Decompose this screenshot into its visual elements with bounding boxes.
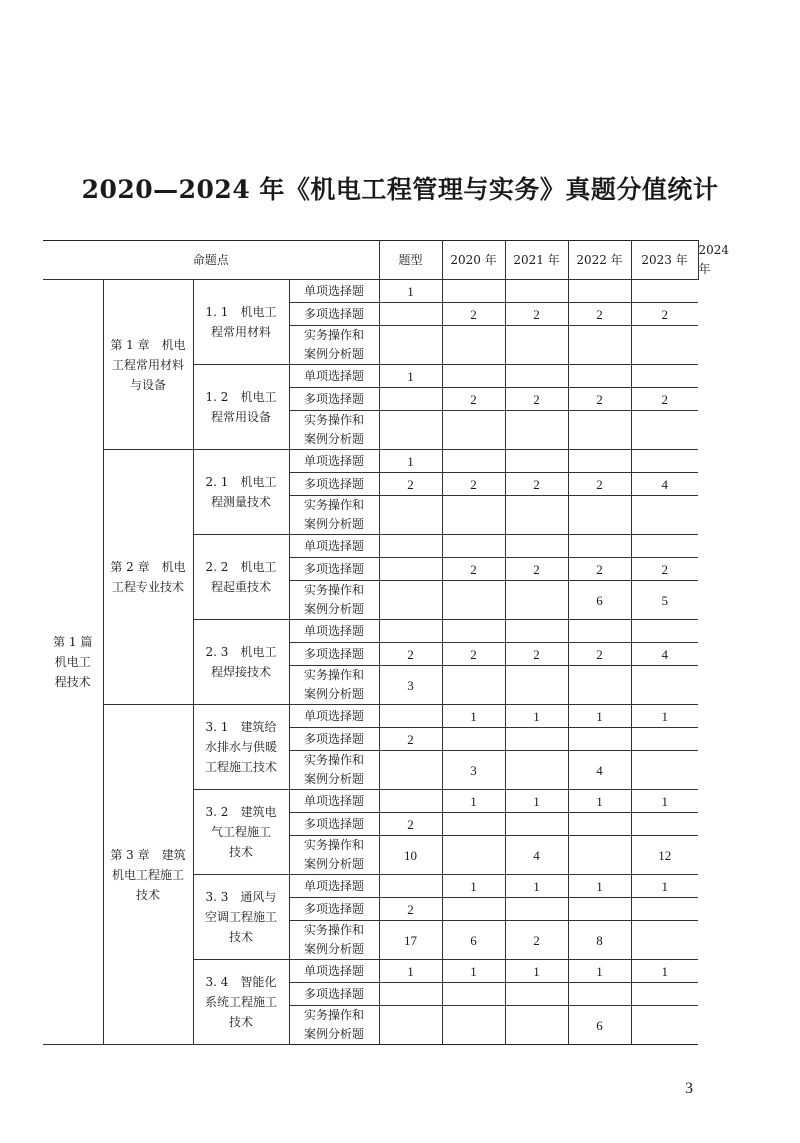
type-case-line: 案例分析题: [304, 602, 365, 616]
score-cell: 2: [442, 303, 505, 326]
score-statistics-table: [43, 240, 730, 1045]
type-case-line: 实务操作和: [304, 498, 365, 512]
score-cell: [631, 280, 698, 303]
section-cell-line: 1. 1 机电工: [205, 305, 277, 319]
score-cell: 1: [568, 790, 631, 813]
type-single-choice: 单项选择题: [289, 620, 379, 643]
header-year: 2023 年: [631, 241, 698, 280]
score-cell: 2: [631, 388, 698, 411]
score-cell: [631, 728, 698, 751]
score-cell: [568, 836, 631, 875]
score-cell: 2: [505, 643, 568, 666]
score-cell: 1: [631, 875, 698, 898]
score-cell: 2: [379, 473, 442, 496]
type-case-analysis: [289, 496, 379, 535]
score-cell: [442, 450, 505, 473]
score-cell: 1: [568, 875, 631, 898]
score-cell: [631, 921, 698, 960]
score-cell: 1: [505, 960, 568, 983]
score-cell: 2: [568, 643, 631, 666]
score-cell: [379, 875, 442, 898]
score-cell: 2: [568, 558, 631, 581]
score-cell: 5: [631, 581, 698, 620]
section-cell-line: 技术: [228, 1015, 253, 1029]
score-cell: [505, 813, 568, 836]
section-cell-line: 3. 2 建筑电: [205, 805, 277, 819]
score-cell: 2: [442, 643, 505, 666]
score-cell: [442, 836, 505, 875]
type-case-line: 实务操作和: [304, 753, 365, 767]
type-case-analysis: [289, 751, 379, 790]
score-cell: 6: [568, 1006, 631, 1045]
section-cell: [193, 875, 289, 960]
score-cell: [631, 326, 698, 365]
score-cell: [505, 1006, 568, 1045]
score-cell: [442, 326, 505, 365]
score-cell: [505, 620, 568, 643]
type-multiple-choice: 多项选择题: [289, 813, 379, 836]
chapter-cell-line: 第 1 章 机电: [110, 337, 186, 352]
score-cell: [568, 983, 631, 1006]
type-multiple-choice: 多项选择题: [289, 728, 379, 751]
section-cell: [193, 365, 289, 450]
score-cell: 10: [379, 836, 442, 875]
score-cell: [379, 496, 442, 535]
score-cell: 2: [568, 388, 631, 411]
score-cell: [379, 326, 442, 365]
score-cell: 8: [568, 921, 631, 960]
section-cell-line: 2. 2 机电工: [205, 560, 277, 574]
section-cell-line: 水排水与供暖: [204, 740, 277, 754]
type-case-line: 实务操作和: [304, 413, 365, 427]
score-cell: 2: [568, 473, 631, 496]
score-cell: [379, 751, 442, 790]
score-cell: 2: [442, 388, 505, 411]
score-cell: [505, 728, 568, 751]
chapter-cell-line: 工程专业技术: [111, 580, 184, 594]
type-case-analysis: [289, 1006, 379, 1045]
score-cell: [631, 365, 698, 388]
header-year: 2020 年: [442, 241, 505, 280]
score-cell: [442, 411, 505, 450]
score-cell: [631, 666, 698, 705]
score-cell: [568, 280, 631, 303]
score-cell: 1: [442, 705, 505, 728]
score-cell: [379, 303, 442, 326]
score-cell: [505, 751, 568, 790]
table-header-row: 命题点 题型 2020 年 2021 年 2022 年 2023 年 2024 年: [43, 241, 698, 280]
score-cell: 2: [379, 728, 442, 751]
type-single-choice: 单项选择题: [289, 450, 379, 473]
score-cell: [505, 581, 568, 620]
score-cell: [505, 535, 568, 558]
type-multiple-choice: 多项选择题: [289, 473, 379, 496]
type-case-analysis: [289, 836, 379, 875]
score-cell: [442, 898, 505, 921]
part-cell-line: 机电工: [54, 655, 91, 669]
score-cell: [442, 365, 505, 388]
score-cell: [631, 751, 698, 790]
score-cell: [442, 581, 505, 620]
score-cell: [631, 1006, 698, 1045]
score-cell: 4: [568, 751, 631, 790]
section-cell-line: 空调工程施工: [204, 910, 277, 924]
type-case-line: 实务操作和: [304, 1008, 365, 1022]
score-cell: [379, 581, 442, 620]
score-cell: 3: [379, 666, 442, 705]
score-cell: 1: [379, 280, 442, 303]
score-cell: [379, 790, 442, 813]
section-cell-line: 程常用材料: [210, 325, 271, 339]
score-cell: 1: [568, 960, 631, 983]
score-cell: [631, 450, 698, 473]
type-single-choice: 单项选择题: [289, 535, 379, 558]
score-cell: [631, 620, 698, 643]
section-cell-line: 3. 3 通风与: [205, 890, 277, 904]
type-case-line: 案例分析题: [304, 772, 365, 786]
score-cell: [505, 280, 568, 303]
table-row: [43, 705, 698, 728]
type-case-line: 实务操作和: [304, 668, 365, 682]
chapter-cell-line: 与设备: [129, 377, 166, 392]
score-cell: [631, 496, 698, 535]
score-cell: [379, 535, 442, 558]
score-cell: [568, 365, 631, 388]
type-case-line: 案例分析题: [304, 517, 365, 531]
score-cell: [568, 620, 631, 643]
chapter-cell-line: 第 3 章 建筑: [110, 847, 186, 862]
score-cell: [568, 450, 631, 473]
section-cell-line: 程常用设备: [210, 410, 271, 424]
score-cell: 4: [631, 473, 698, 496]
section-cell-line: 3. 4 智能化: [205, 975, 277, 989]
section-cell: [193, 960, 289, 1045]
header-year: 2022 年: [568, 241, 631, 280]
section-cell-line: 1. 2 机电工: [205, 390, 277, 404]
score-cell: [568, 813, 631, 836]
score-cell: 2: [505, 921, 568, 960]
score-cell: 1: [379, 960, 442, 983]
score-cell: 1: [379, 365, 442, 388]
type-case-line: 案例分析题: [304, 687, 365, 701]
type-case-analysis: [289, 921, 379, 960]
chapter-cell: [103, 450, 193, 705]
score-cell: [631, 535, 698, 558]
section-cell-line: 2. 1 机电工: [205, 475, 277, 489]
type-case-analysis: [289, 411, 379, 450]
type-case-line: 实务操作和: [304, 583, 365, 597]
page-number: 3: [685, 1080, 693, 1097]
score-cell: 1: [631, 790, 698, 813]
score-cell: [379, 411, 442, 450]
score-cell: [442, 496, 505, 535]
score-cell: [568, 898, 631, 921]
type-case-analysis: [289, 326, 379, 365]
score-cell: 3: [442, 751, 505, 790]
type-single-choice: 单项选择题: [289, 875, 379, 898]
section-cell-line: 程测量技术: [210, 495, 271, 509]
type-multiple-choice: 多项选择题: [289, 388, 379, 411]
score-cell: 1: [442, 875, 505, 898]
section-cell: [193, 790, 289, 875]
score-cell: [442, 620, 505, 643]
section-cell-line: 系统工程施工: [204, 995, 277, 1009]
score-cell: 1: [505, 705, 568, 728]
type-multiple-choice: 多项选择题: [289, 643, 379, 666]
section-cell: [193, 535, 289, 620]
chapter-cell: [103, 705, 193, 1045]
section-cell-line: 程起重技术: [210, 580, 271, 594]
score-cell: [442, 280, 505, 303]
type-case-line: 实务操作和: [304, 838, 365, 852]
score-cell: [505, 450, 568, 473]
type-case-line: 实务操作和: [304, 923, 365, 937]
score-cell: 6: [442, 921, 505, 960]
score-cell: [631, 983, 698, 1006]
type-case-line: 案例分析题: [304, 347, 365, 361]
score-cell: 2: [568, 303, 631, 326]
section-cell-line: 3. 1 建筑给: [205, 720, 277, 734]
score-cell: 2: [505, 473, 568, 496]
score-cell: [568, 535, 631, 558]
score-cell: [379, 620, 442, 643]
type-multiple-choice: 多项选择题: [289, 303, 379, 326]
score-cell: 2: [505, 303, 568, 326]
section-cell-line: 技术: [228, 845, 253, 859]
score-cell: [442, 728, 505, 751]
score-cell: 1: [505, 790, 568, 813]
type-case-line: 案例分析题: [304, 857, 365, 871]
score-cell: [442, 813, 505, 836]
chapter-cell-line: 技术: [135, 887, 160, 902]
score-cell: 2: [505, 388, 568, 411]
type-case-line: 案例分析题: [304, 432, 365, 446]
type-multiple-choice: 多项选择题: [289, 898, 379, 921]
table-body: [43, 280, 698, 1045]
score-cell: [568, 411, 631, 450]
table-row: [43, 280, 698, 303]
score-cell: 12: [631, 836, 698, 875]
score-cell: [505, 666, 568, 705]
score-cell: [505, 326, 568, 365]
header-topic: 命题点: [43, 241, 379, 280]
type-single-choice: 单项选择题: [289, 705, 379, 728]
score-cell: [379, 1006, 442, 1045]
chapter-cell-line: 工程常用材料: [111, 357, 184, 372]
score-cell: 1: [631, 960, 698, 983]
type-case-line: 案例分析题: [304, 1027, 365, 1041]
type-single-choice: 单项选择题: [289, 790, 379, 813]
score-cell: 17: [379, 921, 442, 960]
type-case-line: 案例分析题: [304, 942, 365, 956]
score-cell: 1: [379, 450, 442, 473]
table-row: [43, 450, 698, 473]
score-cell: [568, 666, 631, 705]
score-cell: 2: [442, 558, 505, 581]
type-single-choice: 单项选择题: [289, 280, 379, 303]
type-case-line: 实务操作和: [304, 328, 365, 342]
type-case-analysis: [289, 581, 379, 620]
score-cell: 2: [442, 473, 505, 496]
score-cell: 1: [505, 875, 568, 898]
score-cell: [505, 983, 568, 1006]
section-cell-line: 2. 3 机电工: [205, 645, 277, 659]
type-multiple-choice: 多项选择题: [289, 983, 379, 1006]
score-cell: [505, 365, 568, 388]
type-case-analysis: [289, 666, 379, 705]
type-single-choice: 单项选择题: [289, 365, 379, 388]
section-cell: [193, 620, 289, 705]
score-cell: 1: [568, 705, 631, 728]
score-cell: [568, 326, 631, 365]
score-cell: 2: [379, 643, 442, 666]
score-cell: [631, 411, 698, 450]
score-cell: 1: [442, 960, 505, 983]
part-cell-line: 第 1 篇: [53, 635, 93, 649]
section-cell: [193, 705, 289, 790]
section-cell: [193, 450, 289, 535]
score-cell: 2: [379, 898, 442, 921]
section-cell-line: 技术: [228, 930, 253, 944]
section-cell: [193, 280, 289, 365]
score-cell: [379, 558, 442, 581]
score-cell: [505, 898, 568, 921]
chapter-cell-line: 机电工程施工: [111, 867, 184, 882]
part-cell-line: 程技术: [54, 675, 91, 689]
score-cell: [379, 388, 442, 411]
part-cell: [43, 280, 103, 1045]
score-cell: [442, 1006, 505, 1045]
score-cell: 2: [505, 558, 568, 581]
score-cell: 4: [505, 836, 568, 875]
type-single-choice: 单项选择题: [289, 960, 379, 983]
section-cell-line: 程焊接技术: [210, 665, 271, 679]
section-cell-line: 气工程施工: [210, 825, 271, 839]
header-year: 2021 年: [505, 241, 568, 280]
chapter-cell: [103, 280, 193, 450]
score-cell: [379, 705, 442, 728]
score-cell: 2: [631, 558, 698, 581]
chapter-cell-line: 第 2 章 机电: [110, 560, 186, 574]
page-title: 2020—2024 年《机电工程管理与实务》真题分值统计: [81, 175, 719, 204]
score-cell: [631, 813, 698, 836]
score-cell: [505, 411, 568, 450]
header-type: 题型: [379, 241, 442, 280]
score-cell: 2: [379, 813, 442, 836]
score-cell: 2: [631, 303, 698, 326]
score-cell: 4: [631, 643, 698, 666]
section-cell-line: 工程施工技术: [204, 760, 277, 774]
score-cell: [442, 535, 505, 558]
score-cell: [568, 728, 631, 751]
score-cell: [442, 983, 505, 1006]
score-cell: 1: [631, 705, 698, 728]
score-cell: [442, 666, 505, 705]
score-cell: [505, 496, 568, 535]
score-cell: [568, 496, 631, 535]
score-cell: [631, 898, 698, 921]
score-cell: 1: [442, 790, 505, 813]
type-multiple-choice: 多项选择题: [289, 558, 379, 581]
score-cell: [379, 983, 442, 1006]
score-cell: 6: [568, 581, 631, 620]
